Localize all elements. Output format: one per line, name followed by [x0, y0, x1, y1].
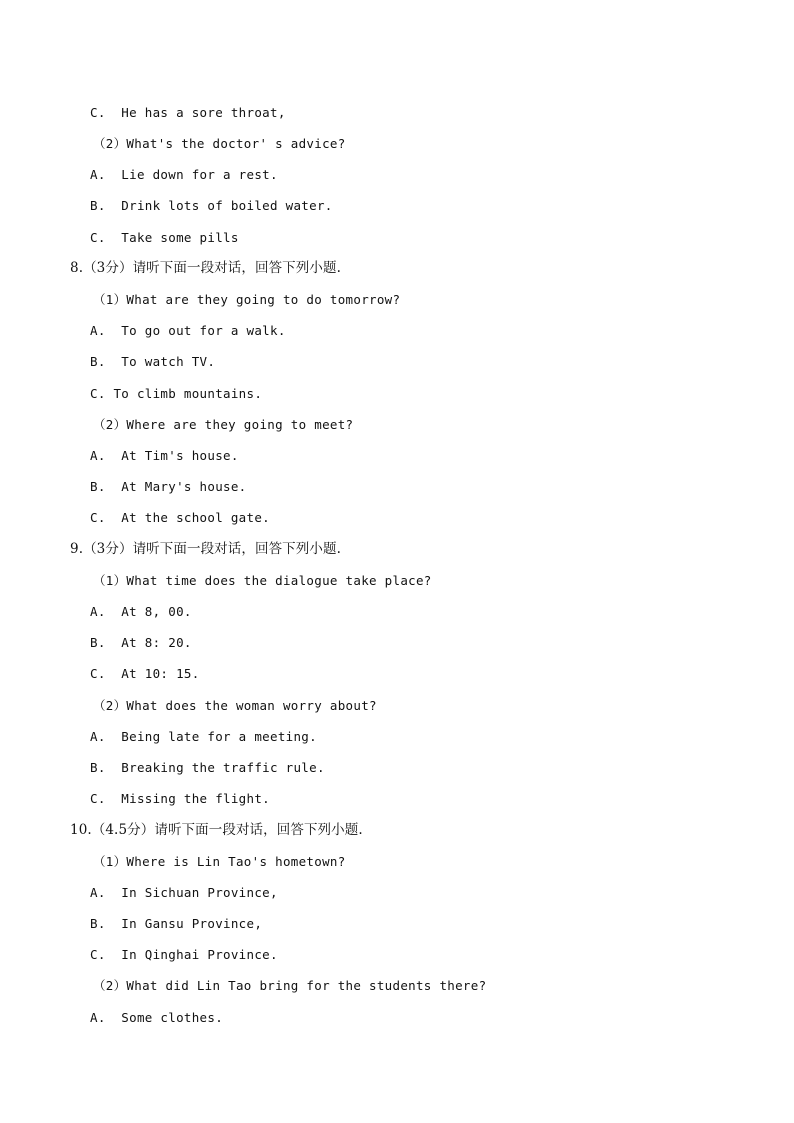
option-c-q7-1: C. He has a sore throat, — [90, 105, 286, 120]
question-10-heading: 10.（4.5分）请听下面一段对话，回答下列小题. — [70, 822, 363, 838]
option-a-q9-2: A. Being late for a meeting. — [90, 729, 317, 744]
option-b-q10-1: B. In Gansu Province, — [90, 916, 263, 931]
option-b-q8-1: B. To watch TV. — [90, 354, 216, 369]
option-a-q10-1: A. In Sichuan Province, — [90, 885, 278, 900]
option-b-q7-2: B. Drink lots of boiled water. — [90, 198, 333, 213]
sub-question-q9-2: （2）What does the woman worry about? — [93, 698, 377, 713]
sub-question-q8-2: （2）Where are they going to meet? — [93, 417, 354, 432]
sub-question-q10-1: （1）Where is Lin Tao's hometown? — [93, 854, 346, 869]
sub-question-q8-1: （1）What are they going to do tomorrow? — [93, 292, 401, 307]
question-9-heading: 9.（3分）请听下面一段对话，回答下列小题. — [70, 541, 341, 557]
sub-question-q9-1: （1）What time does the dialogue take place? — [93, 573, 432, 588]
sub-question-q10-2: （2）What did Lin Tao bring for the students there? — [93, 978, 487, 993]
option-a-q8-1: A. To go out for a walk. — [90, 323, 286, 338]
option-c-q7-2: C. Take some pills — [90, 230, 239, 245]
option-a-q9-1: A. At 8, 00. — [90, 604, 192, 619]
option-b-q9-1: B. At 8: 20. — [90, 635, 192, 650]
option-c-q8-1: C. To climb mountains. — [90, 386, 263, 401]
option-c-q9-1: C. At 10: 15. — [90, 666, 200, 681]
option-b-q9-2: B. Breaking the traffic rule. — [90, 760, 325, 775]
option-c-q8-2: C. At the school gate. — [90, 510, 270, 525]
option-a-q8-2: A. At Tim's house. — [90, 448, 239, 463]
option-a-q10-2: A. Some clothes. — [90, 1010, 224, 1025]
option-c-q9-2: C. Missing the flight. — [90, 791, 270, 806]
option-b-q8-2: B. At Mary's house. — [90, 479, 247, 494]
option-c-q10-1: C. In Qinghai Province. — [90, 947, 278, 962]
option-a-q7-2: A. Lie down for a rest. — [90, 167, 278, 182]
question-8-heading: 8.（3分）请听下面一段对话，回答下列小题. — [70, 260, 341, 276]
sub-question-q7-2: （2）What's the doctor' s advice? — [93, 136, 346, 151]
